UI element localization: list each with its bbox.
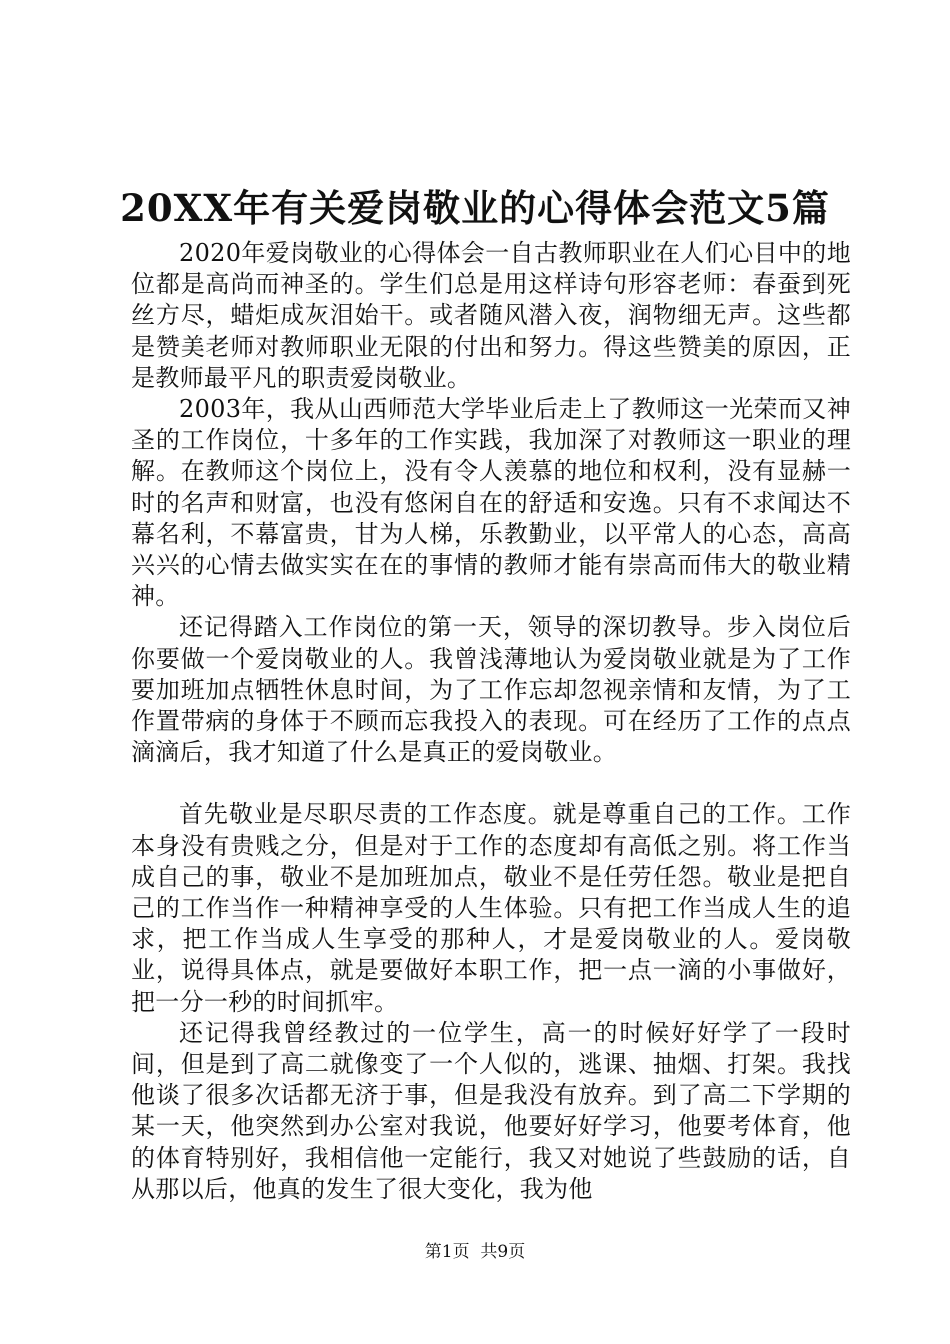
page-footer [0,1241,950,1263]
paragraph: 2020年爱岗敬业的心得体会一自古教师职业在人们心目中的地位都是高尚而神圣的。学生们总是用这样诗句形容老师：春蚕到死丝方尽，蜡炬成灰泪始干。或者随风潜入夜，润物细无声。这些都是赞美老师对教师职业无限的付出和努力。得这些赞美的原因，正是教师最平凡的职责爱岗敬业。 [131,239,851,392]
paragraph: 还记得我曾经教过的一位学生，高一的时候好好学了一段时间，但是到了高二就像变了一个人似的，逃课、抽烟、打架。我找他谈了很多次话都无济于事，但是我没有放弃。到了高二下学期的某一天，他突然到办公室对我说，他要好好学习，他要考体育，他的体育特别好，我相信他一定能行，我又对她说了些鼓励的话，自从那以后，他真的发生了很大变化，我为他 [131,1018,851,1203]
document-title: 20XX年有关爱岗敬业的心得体会范文5篇 [120,186,830,230]
page-number-total: 共9页 [480,1242,526,1262]
paragraph: 首先敬业是尽职尽责的工作态度。就是尊重自己的工作。工作本身没有贵贱之分，但是对于工作的态度却有高低之别。将工作当成自己的事，敬业不是加班加点，敬业不是任劳任怨。敬业是把自己的工作当作一种精神享受的人生体验。只有把工作当成人生的追求，把工作当成人生享受的那种人，才是爱岗敬业的人。爱岗敬业，说得具体点，就是要做好本职工作，把一点一滴的小事做好，把一分一秒的时间抓牢。 [131,800,851,1016]
page-number-current: 第1页 [424,1242,470,1262]
paragraph: 2003年，我从山西师范大学毕业后走上了教师这一光荣而又神圣的工作岗位，十多年的工作实践，我加深了对教师这一职业的理解。在教师这个岗位上，没有令人羡慕的地位和权利，没有显赫一时的名声和财富，也没有悠闲自在的舒适和安逸。只有不求闻达不幕名利，不幕富贵，甘为人梯，乐教勤业，以平常人的心态，高高兴兴的心情去做实实在在的事情的教师才能有崇高而伟大的敬业精神。 [131,395,851,611]
document-body [131,238,851,1205]
paragraph: 还记得踏入工作岗位的第一天，领导的深切教导。步入岗位后你要做一个爱岗敬业的人。我曾浅薄地认为爱岗敬业就是为了工作要加班加点牺牲休息时间，为了工作忘却忽视亲情和友情，为了工作置带病的身体于不顾而忘我投入的表现。可在经历了工作的点点滴滴后，我才知道了什么是真正的爱岗敬业。 [131,613,851,767]
